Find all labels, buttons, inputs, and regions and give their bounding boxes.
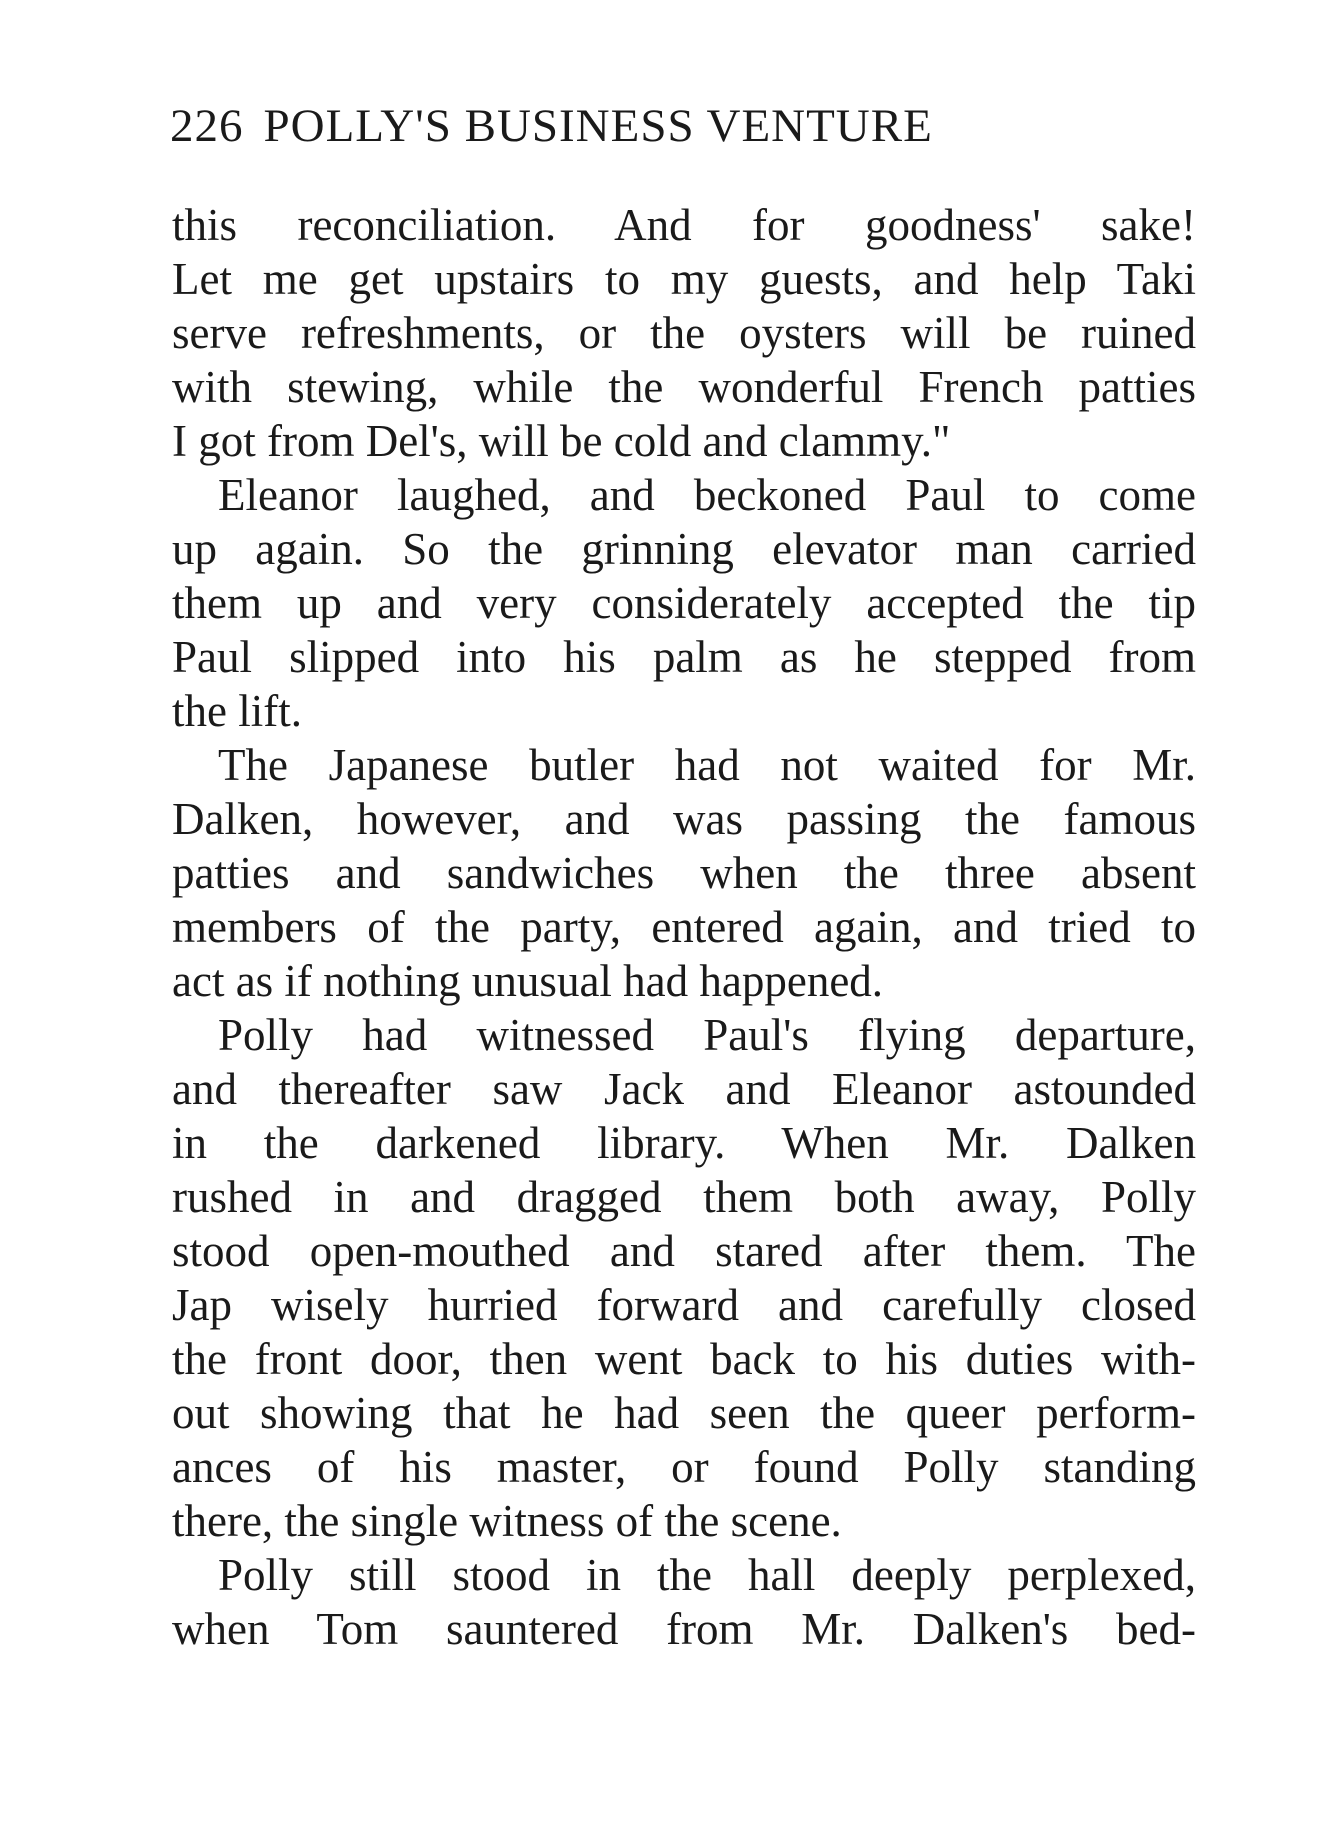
- text-line: Polly had witnessed Paul's flying departure,: [218, 1010, 1196, 1060]
- text-line: Eleanor laughed, and beckoned Paul to come: [218, 470, 1196, 520]
- text-line: act as if nothing unusual had happened.: [172, 956, 884, 1006]
- text-line: serve refreshments, or the oysters will be ruined: [172, 308, 1196, 358]
- text-line: there, the single witness of the scene.: [172, 1496, 842, 1546]
- text-line: Paul slipped into his palm as he stepped from: [172, 632, 1196, 682]
- text-line: this reconciliation. And for goodness' sake!: [172, 200, 1196, 250]
- body-text: [172, 198, 1196, 1656]
- text-line: ances of his master, or found Polly standing: [172, 1442, 1196, 1492]
- running-head: [170, 96, 1070, 156]
- text-line: out showing that he had seen the queer perform-: [172, 1388, 1196, 1438]
- text-line: them up and very considerately accepted the tip: [172, 578, 1196, 628]
- text-line: rushed in and dragged them both away, Polly: [172, 1172, 1196, 1222]
- text-line: with stewing, while the wonderful French patties: [172, 362, 1196, 412]
- text-line: members of the party, entered again, and tried to: [172, 902, 1196, 952]
- text-line: stood open-mouthed and stared after them. The: [172, 1226, 1196, 1276]
- text-line: the front door, then went back to his duties with-: [172, 1334, 1196, 1384]
- text-line: Let me get upstairs to my guests, and help Taki: [172, 254, 1196, 304]
- text-line: I got from Del's, will be cold and clammy.": [172, 416, 951, 466]
- text-line: patties and sandwiches when the three absent: [172, 848, 1196, 898]
- text-line: when Tom sauntered from Mr. Dalken's bed-: [172, 1604, 1196, 1654]
- text-line: Dalken, however, and was passing the famous: [172, 794, 1196, 844]
- page-number: 226: [170, 100, 244, 152]
- running-title: POLLY'S BUSINESS VENTURE: [263, 100, 933, 152]
- text-line: Jap wisely hurried forward and carefully closed: [172, 1280, 1196, 1330]
- text-line: up again. So the grinning elevator man carried: [172, 524, 1196, 574]
- text-line: the lift.: [172, 686, 302, 736]
- text-line: and thereafter saw Jack and Eleanor astounded: [172, 1064, 1196, 1114]
- text-line: The Japanese butler had not waited for Mr.: [218, 740, 1196, 790]
- text-line: Polly still stood in the hall deeply perplexed,: [218, 1550, 1196, 1600]
- text-line: in the darkened library. When Mr. Dalken: [172, 1118, 1196, 1168]
